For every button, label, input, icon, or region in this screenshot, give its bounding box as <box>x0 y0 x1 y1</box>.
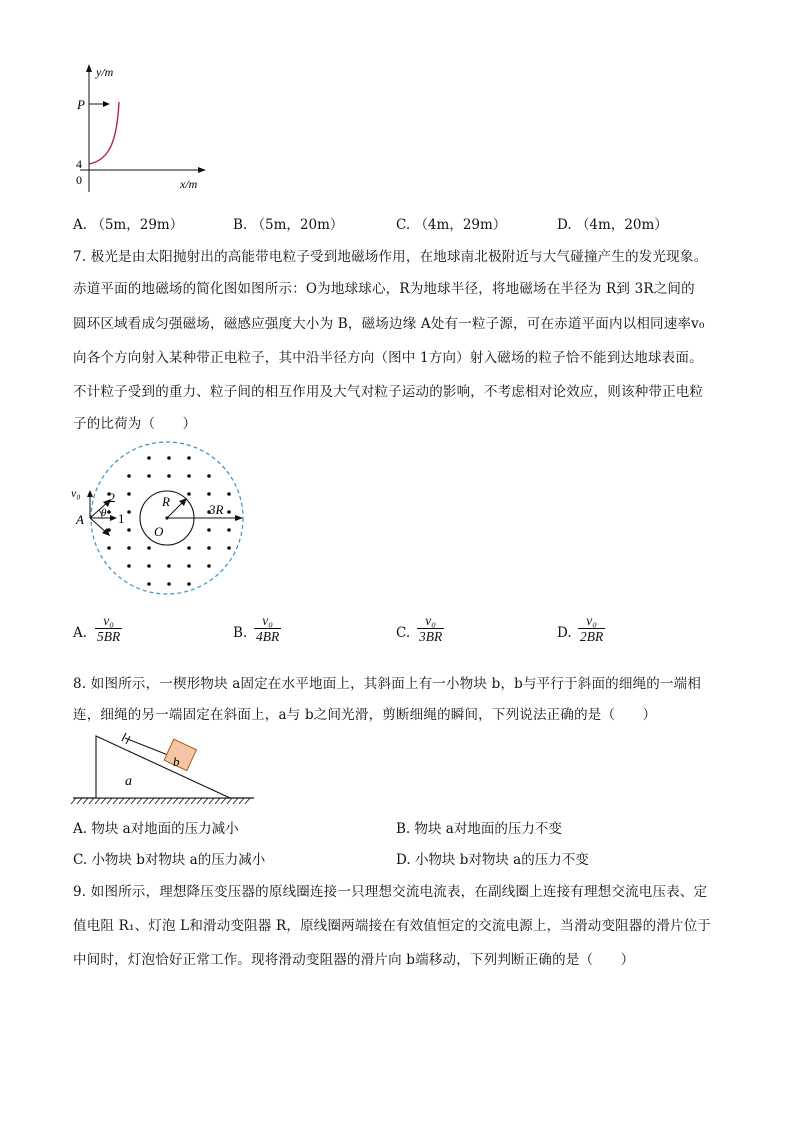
ground-hatch <box>221 798 226 804</box>
field-dot <box>127 564 131 568</box>
q7-option-b-fraction: $\frac{\text{v₀}}{4BR}$ <box>256 613 280 644</box>
q7-line-3: 圆环区域看成匀强磁场，磁感应强度大小为 B，磁场边缘 A处有一粒子源，可在赤道平面内以相同速率v₀ <box>73 316 705 332</box>
q9-line-3: 中间时，灯泡恰好正常工作。现将滑动变阻器的滑片向 b端移动，下列判断正确的是（ ） <box>73 952 635 968</box>
q9-line-1: 9. 如图所示，理想降压变压器的原线圈连接一只理想交流电流表，在副线圈上连接有理想交流电压表、定 <box>73 884 708 900</box>
direction-2-label: 2 <box>109 490 116 505</box>
ground-hatch <box>245 798 250 804</box>
field-dot <box>227 492 231 496</box>
block-b-label: b <box>173 754 180 769</box>
q7-option-d-label[interactable]: D. <box>557 625 572 641</box>
ground-hatch <box>203 798 208 804</box>
q6-option-b[interactable]: B. （5m，20m） <box>233 217 344 233</box>
field-dot <box>127 546 131 550</box>
q7-line-1: 7. 极光是由太阳抛射出的高能带电粒子受到地磁场作用，在地球南北极附近与大气碰撞产生的发光现象。 <box>73 249 708 265</box>
q8-option-a[interactable]: A. 物块 a对地面的压力减小 <box>73 821 239 837</box>
field-dot <box>127 510 131 514</box>
q8-line-1: 8. 如图所示，一楔形物块 a固定在水平地面上，其斜面上有一小物块 b，b与平行于斜面的细绳的一端相 <box>73 676 702 692</box>
ground-hatch <box>185 798 190 804</box>
field-dot <box>187 456 191 460</box>
ground-hatch <box>155 798 160 804</box>
field-dot <box>227 528 231 532</box>
ground-hatch <box>149 798 154 804</box>
ground-hatch <box>137 798 142 804</box>
field-dot <box>167 474 171 478</box>
ground-hatch <box>83 798 88 804</box>
ground-hatch <box>227 798 232 804</box>
field-dot <box>207 492 211 496</box>
field-dot <box>147 582 151 586</box>
r-label: R <box>162 494 170 509</box>
v0-label: v₀ <box>71 486 81 500</box>
field-dot <box>127 474 131 478</box>
field-dot <box>187 564 191 568</box>
ground-hatch <box>215 798 220 804</box>
field-dot <box>167 456 171 460</box>
field-dot <box>187 546 191 550</box>
field-dot <box>127 492 131 496</box>
q8-option-c[interactable]: C. 小物块 b对物块 a的压力减小 <box>73 852 266 868</box>
field-dot <box>207 528 211 532</box>
q6-option-d[interactable]: D. （4m，20m） <box>557 217 668 233</box>
field-dot <box>147 564 151 568</box>
ground-hatch <box>95 798 100 804</box>
field-dot <box>207 474 211 478</box>
block-b <box>164 739 196 770</box>
q8-option-d[interactable]: D. 小物块 b对物块 a的压力不变 <box>396 852 589 868</box>
q7-option-d-fraction: $\frac{\text{v₀}}{2BR}$ <box>580 613 604 644</box>
q9-line-2: 值电阻 R₁、灯泡 L和滑动变阻器 R，原线圈两端接在有效值恒定的交流电源上，当滑动变阻器的滑片位于 <box>73 918 712 934</box>
field-dot <box>227 510 231 514</box>
q7-option-a-fraction: $\frac{\text{v₀}}{5BR}$ <box>97 613 121 644</box>
q6-graph <box>70 62 210 197</box>
ground-hatch <box>209 798 214 804</box>
ground-hatch <box>173 798 178 804</box>
ground-hatch <box>113 798 118 804</box>
field-dot <box>167 564 171 568</box>
a-point-label: A <box>76 512 84 527</box>
ground-hatch <box>191 798 196 804</box>
ground-hatch <box>233 798 238 804</box>
q7-option-c-label[interactable]: C. <box>396 625 411 641</box>
field-dot <box>187 492 191 496</box>
q7-magnetic-field-diagram <box>65 440 255 600</box>
q7-option-b-label[interactable]: B. <box>233 625 248 641</box>
field-dot <box>147 474 151 478</box>
ground-hatch <box>101 798 106 804</box>
ground-hatch <box>239 798 244 804</box>
field-dots <box>107 456 231 586</box>
ground-hatch <box>161 798 166 804</box>
x-axis-label: x/m <box>180 177 198 191</box>
q7-line-4: 向各个方向射入某种带正电粒子，其中沿半径方向（图中 1方向）射入磁场的粒子恰不能到达地球表面。 <box>73 350 703 366</box>
wedge-a <box>96 736 230 798</box>
theta-label: θ <box>101 507 107 519</box>
ground-hatch <box>125 798 130 804</box>
field-dot <box>107 546 111 550</box>
q8-line-2: 连，细绳的另一端固定在斜面上，a与 b之间光滑，剪断细绳的瞬间，下列说法正确的是（ ） <box>73 707 657 723</box>
field-dot <box>187 582 191 586</box>
direction-1-label: 1 <box>118 511 125 526</box>
q7-line-2: 赤道平面的地磁场的简化图如图所示：O为地球球心，R为地球半径，将地磁场在半径为 R到 3R之间的 <box>73 281 695 297</box>
ground-hatch <box>71 798 76 804</box>
trajectory-curve <box>89 102 119 164</box>
y-axis-label: y/m <box>96 65 114 79</box>
q7-option-c-fraction: $\frac{\text{v₀}}{3BR}$ <box>419 613 443 644</box>
field-dot <box>167 582 171 586</box>
field-dot <box>107 510 111 514</box>
ground-hatch <box>131 798 136 804</box>
field-dot <box>187 474 191 478</box>
ground-hatch <box>143 798 148 804</box>
q7-line-6: 子的比荷为（ ） <box>73 416 197 432</box>
q6-option-c[interactable]: C. （4m，29m） <box>396 217 507 233</box>
field-dot <box>207 564 211 568</box>
o-label: O <box>154 524 164 539</box>
q8-wedge-diagram <box>70 728 260 808</box>
y-tick-4: 4 <box>76 157 82 171</box>
q8-option-b[interactable]: B. 物块 a对地面的压力不变 <box>396 821 562 837</box>
q7-line-5: 不计粒子受到的重力、粒子间的相互作用及大气对粒子运动的影响，不考虑相对论效应，则该种带正电粒 <box>73 384 704 400</box>
ground-hatch <box>119 798 124 804</box>
ground-hatch <box>77 798 82 804</box>
field-dot <box>147 546 151 550</box>
field-dot <box>207 546 211 550</box>
3r-label: 3R <box>209 502 224 517</box>
origin-label: 0 <box>76 173 82 187</box>
ground-hatch <box>89 798 94 804</box>
p-label: P <box>77 97 85 112</box>
ground-hatch <box>167 798 172 804</box>
field-dot <box>227 546 231 550</box>
ground-hatch <box>107 798 112 804</box>
field-dot <box>127 528 131 532</box>
q7-option-a-label[interactable]: A. <box>73 625 88 641</box>
wedge-a-label: a <box>125 774 132 789</box>
ground-hatch <box>197 798 202 804</box>
ground-hatch <box>179 798 184 804</box>
q6-option-a[interactable]: A. （5m，29m） <box>73 217 184 233</box>
field-dot <box>147 456 151 460</box>
